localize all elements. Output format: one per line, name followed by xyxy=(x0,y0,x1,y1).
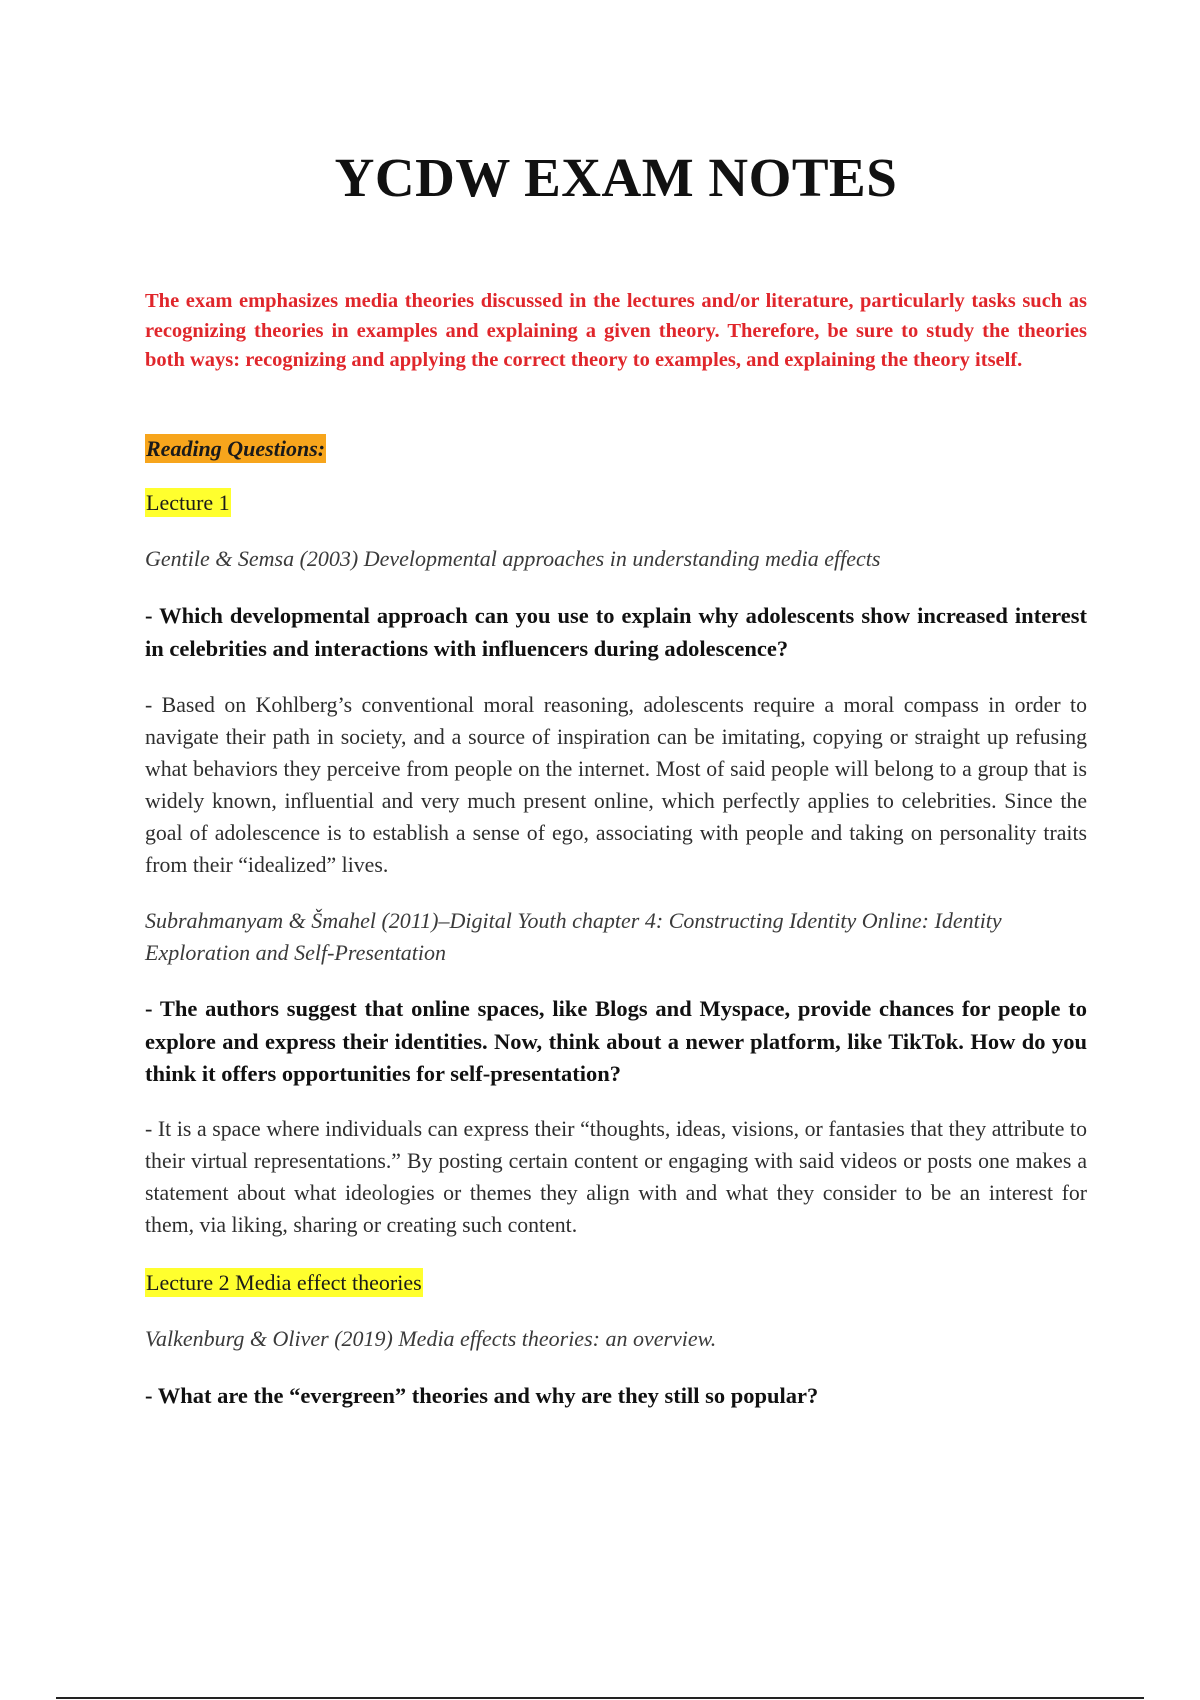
reference-gentile-semsa: Gentile & Semsa (2003) Developmental approaches in understanding media effects xyxy=(145,546,881,571)
question-evergreen-theories: - What are the “evergreen” theories and why are they still so popular? xyxy=(145,1383,819,1408)
question-developmental-approach: - Which developmental approach can you use to explain why adolescents show increased interest in celebrities and interactions with influencers during adolescence? xyxy=(145,603,1087,661)
reading-questions-label: Reading Questions: xyxy=(146,436,326,461)
page-bottom-rule xyxy=(56,1697,1144,1699)
reference-subrahmanyam-smahel: Subrahmanyam & Šmahel (2011)–Digital Youth chapter 4: Constructing Identity Online: Identity Exploration and Self-Presentation xyxy=(145,908,1002,965)
question-tiktok-self-presentation: - The authors suggest that online spaces, like Blogs and Myspace, provide chances for people to explore and express their identities. Now, think about a newer platform, like TikTok. How do you think it offers opportunities for self-presentation? xyxy=(145,996,1087,1086)
document-title: YCDW EXAM NOTES xyxy=(334,147,898,208)
lecture-1-heading xyxy=(145,488,231,518)
lecture-2-label: Lecture 2 Media effect theories xyxy=(146,1270,422,1295)
exam-intro-note: The exam emphasizes media theories discussed in the lectures and/or literature, particularly tasks such as recognizing theories in examples and explaining a given theory. Therefore, be sure to study the theories both ways: recognizing and applying the correct theory to examples, and explaining the theory itself. xyxy=(145,290,1087,371)
answer-developmental-approach: - Based on Kohlberg’s conventional moral reasoning, adolescents require a moral compass in order to navigate their path in society, and a source of inspiration can be imitating, copying or straight up refusing what behaviors they perceive from people on the internet. Most of said people will belong to a group that is widely known, influential and very much present online, which perfectly applies to celebrities. Since the goal of adolescence is to establish a sense of ego, associating with people and taking on personality traits from their “idealized” lives. xyxy=(145,693,1087,877)
reference-valkenburg-oliver: Valkenburg & Oliver (2019) Media effects theories: an overview. xyxy=(145,1326,717,1351)
lecture-1-label: Lecture 1 xyxy=(146,490,230,515)
answer-tiktok-self-presentation: - It is a space where individuals can express their “thoughts, ideas, visions, or fantasies that they attribute to their virtual representations.” By posting certain content or engaging with said videos or posts one makes a statement about what ideologies or themes they align with and what they consider to be an interest for them, via liking, sharing or creating such content. xyxy=(145,1117,1087,1237)
lecture-2-heading xyxy=(145,1268,423,1298)
reading-questions-heading xyxy=(145,434,326,464)
